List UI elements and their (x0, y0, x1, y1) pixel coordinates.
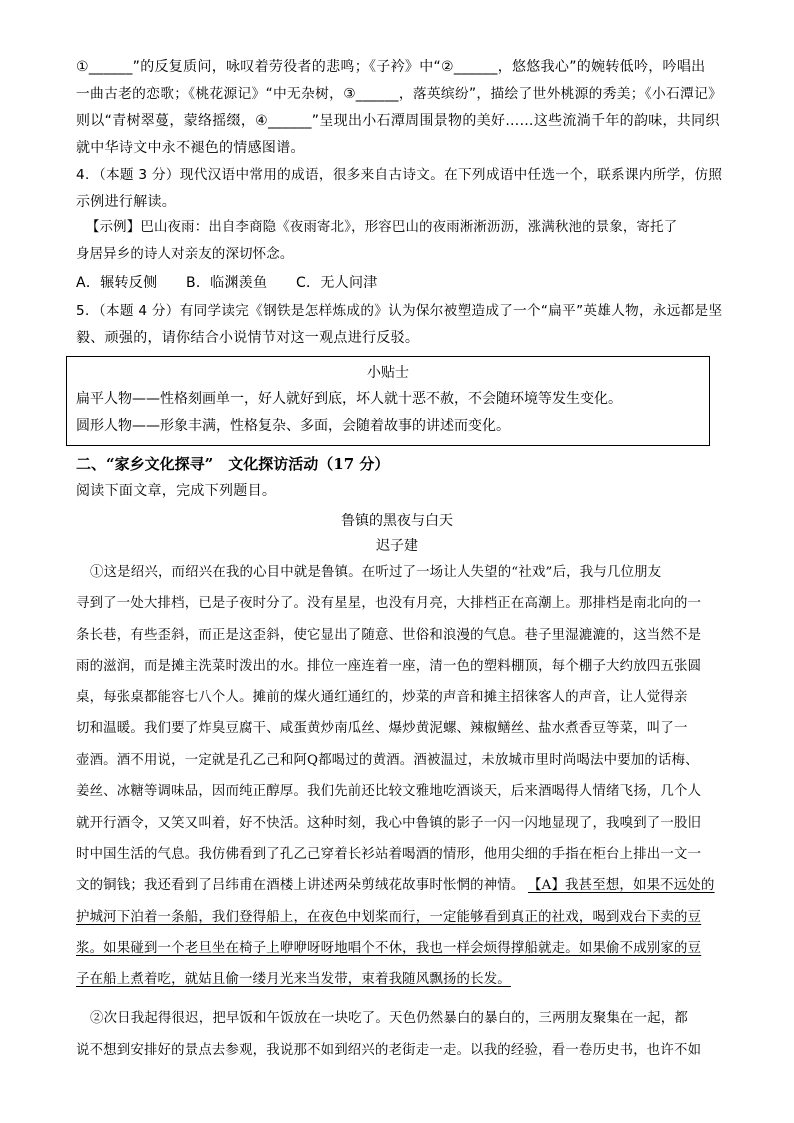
tip-round-character: 圆形人物——形象丰满，性格复杂、多面，会随着故事的讲述而变化。 (76, 418, 510, 434)
marked-passage-a-line: 护城河下泊着一条船，我们登得船上，在夜色中划桨而行，一定能够看到真正的社戏，喝到戏台下卖的豆 (76, 910, 702, 925)
article-title: 鲁镇的黑夜与白天 (341, 513, 453, 529)
paragraph-1-line: 条长巷，有些歪斜，而正是这歪斜，使它显出了随意、世俗和浪漫的气息。巷子里湿漉漉的，这当然不是 (76, 628, 702, 643)
paragraph-1-line: ①这是绍兴，而绍兴在我的心目中就是鲁镇。在听过了一场让人失望的“社戏”后，我与几位朋友 (90, 565, 662, 580)
tip-flat-character: 扁平人物——性格刻画单一，好人就好到底，坏人就十恶不赦，不会随环境等发生变化。 (76, 391, 622, 407)
poetry-fill-line-4: 就中华诗文中永不褪色的情感图谱。 (76, 140, 305, 156)
question-4-options: A．辗转反侧 B．临渊羡鱼 C．无人问津 (76, 275, 378, 291)
paragraph-1-line: 雨的滋润，而是摊主洗菜时泼出的水。排位一座连着一座，清一色的塑料棚顶，每个棚子大约放四五张圆 (76, 659, 702, 674)
marked-passage-a-line: 子在船上煮着吃，就姑且偷一缕月光来当发带，束着我随风飘扬的长发。 (76, 972, 511, 987)
poetry-fill-line-2: 一曲古老的恋歌；《桃花源记》“中无杂树，③______，落英缤纷”，描绘了世外桃源的秀美；《小石潭记》 (76, 86, 723, 102)
poetry-fill-line-3: 则以“青树翠蔓，蒙络摇缀，④______”呈现出小石潭周围景物的美好……这些流淌千年的韵味，共同织 (76, 113, 720, 129)
paragraph-1-line: 文的铜钱；我还看到了吕纬甫在酒楼上讲述两朵剪绒花故事时怅惘的神情。 (76, 878, 525, 893)
paragraph-1-line: 时中国生活的气息。我仿佛看到了孔乙己穿着长衫站着喝酒的情形，他用尖细的手指在柜台上排出一文一 (76, 847, 702, 862)
paragraph-2-line: ②次日我起得很迟，把早饭和午饭放在一块吃了。天色仍然暴白的暴白的，三两朋友聚集在一起，都 (90, 1011, 688, 1026)
reading-instruction: 阅读下面文章，完成下列题目。 (76, 483, 277, 499)
paragraph-1-line: 桌，每张桌都能容七八个人。摊前的煤火通红通红的，炒菜的声音和摊主招徕客人的声音，让人觉得亲 (76, 690, 688, 705)
question-5-line-2: 毅、顽强的，请你结合小说情节对这一观点进行反驳。 (76, 330, 420, 346)
marked-passage-a-start: 【A】我甚至想，如果不远处的 (528, 878, 715, 893)
tip-box (66, 356, 710, 446)
paragraph-2-line: 说不想到安排好的景点去参观，我说那不如到绍兴的老街走一走。以我的经验，看一卷历史书，也许不如 (76, 1043, 702, 1058)
article-author: 迟子建 (376, 538, 418, 554)
question-5-line-1: 5．（本题 4 分）有同学读完《钢铁是怎样炼成的》认为保尔被塑造成了一个“扁平”英雄人物，永远都是坚 (76, 303, 723, 319)
section-2-heading: 二、“家乡文化探寻” 文化探访活动（17 分） (76, 455, 390, 473)
marked-passage-a-line: 浆。如果碰到一个老旦坐在椅子上咿咿呀呀地唱个不休，我也一样会烦得撑船就走。如果偷不成别家的豆 (76, 941, 702, 956)
paragraph-1-line: 姜丝、冰糖等调味品，因而纯正醇厚。我们先前还比较文雅地吃酒谈天，后来酒喝得人情绪飞扬，几个人 (76, 784, 702, 799)
question-4-example-line-1: 【示例】巴山夜雨：出自李商隐《夜雨寄北》，形容巴山的夜雨淅淅沥沥，涨满秋池的景象，寄托了 (86, 220, 678, 235)
question-4-example-line-2: 身居异乡的诗人对亲友的深切怀念。 (76, 247, 294, 262)
question-4-line-1: 4．（本题 3 分）现代汉语中常用的成语，很多来自古诗文。在下列成语中任选一个，联系课内所学，仿照 (76, 167, 723, 183)
question-4-line-2: 示例进行解读。 (76, 194, 177, 210)
poetry-fill-line-1: ①______”的反复质问，咏叹着劳役者的悲鸣；《子衿》中“②______，悠悠我心”的婉转低吟，吟唱出 (76, 59, 706, 75)
tip-title: 小贴士 (367, 365, 409, 381)
paragraph-1-line: 壶酒。酒不用说，一定就是孔乙己和阿Q都喝过的黄酒。酒被温过，未放城市里时尚喝法中要加的话梅、 (76, 753, 699, 768)
paragraph-1-line: 寻到了一处大排档，已是子夜时分了。没有星星，也没有月亮，大排档正在高潮上。那排档是南北向的一 (76, 596, 702, 611)
paragraph-1-line: 就开行酒令，又笑又叫着，好不快活。这种时刻，我心中鲁镇的影子一闪一闪地显现了，我嗅到了一股旧 (76, 816, 702, 831)
paragraph-1-line: 切和温暖。我们要了炸臭豆腐干、咸蛋黄炒南瓜丝、爆炒黄泥螺、辣椒鳝丝、盐水煮香豆等菜，叫了一 (76, 721, 688, 736)
